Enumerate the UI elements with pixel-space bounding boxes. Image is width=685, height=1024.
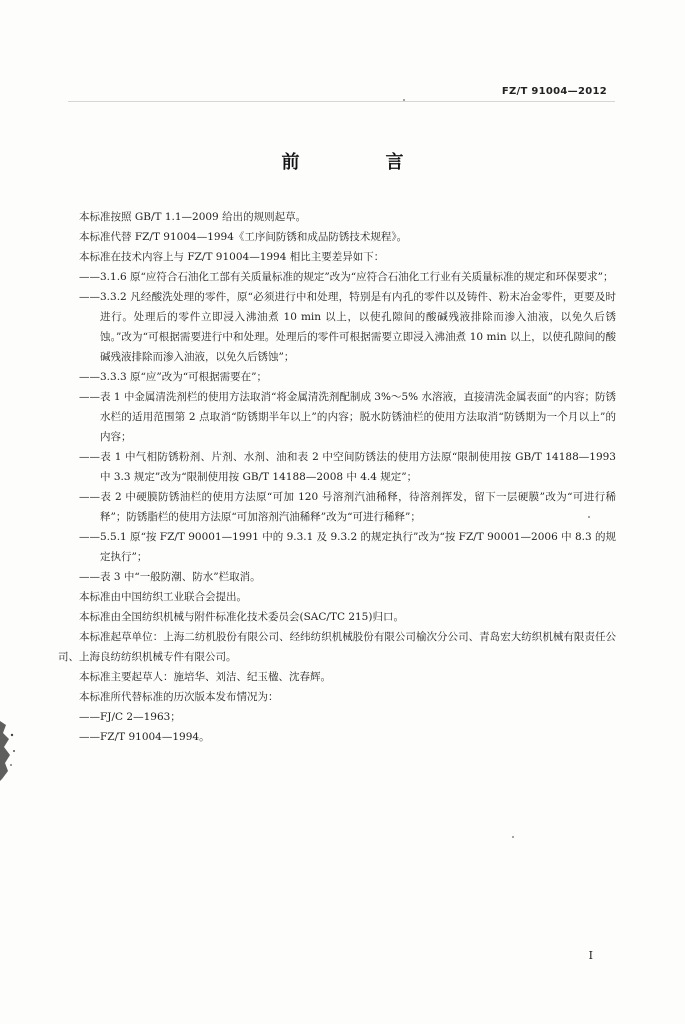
list-item-difference: ——5.5.1 原“按 FZ/T 90001—1991 中的 9.3.1 及 9.3.2 的规定执行”改为“按 FZ/T 90001—2006 中 8.3 的规定执行”；	[79, 531, 616, 563]
scan-speck	[403, 99, 405, 101]
paragraph-drafting-units: 本标准起草单位：上海二纺机股份有限公司、经纬纺织机械股份有限公司榆次分公司、青岛宏大纺织机械有限责任公司、上海良纺纺织机械专件有限公司。	[58, 631, 616, 663]
list-item-difference: ——3.3.2 凡经酸洗处理的零件，原“必须进行中和处理，特别是有内孔的零件以及铸件、粉末冶金零件，更要及时进行。处理后的零件立即浸入沸油煮 10 min 以上，以使孔隙间的酸碱残液排除而渗入油液，以免久后锈蚀。”改为“可根据需要进行中和处理。处理后的零件可根据需要立即浸入沸油煮 10 min 以上，以使孔隙间的酸碱残液排除而渗入油液，以免久后锈蚀”；	[79, 291, 616, 363]
paragraph-drafters: 本标准主要起草人：施培华、刘洁、纪玉楹、沈春辉。	[79, 671, 331, 683]
paragraph-differences-intro: 本标准在技术内容上与 FZ/T 91004—1994 相比主要差异如下：	[79, 251, 385, 263]
page-title: 前 言	[281, 152, 438, 173]
scan-speck	[588, 516, 590, 518]
standard-code: FZ/T 91004—2012	[501, 86, 607, 97]
header-rule	[68, 101, 615, 102]
paragraph-history-intro: 本标准所代替标准的历次版本发布情况为：	[79, 691, 279, 703]
list-item-difference: ——表 1 中金属清洗剂栏的使用方法取消“将金属清洗剂配制成 3%～5% 水溶液，直接清洗金属表面”的内容；防锈水栏的适用范围第 2 点取消“防锈期半年以上”的内容；脱水防锈油栏的使用方法取消“防锈期为一个月以上”的内容；	[79, 391, 616, 443]
list-item-difference: ——表 3 中“一般防潮、防水”栏取消。	[79, 571, 261, 583]
paragraph-drafting-rule: 本标准按照 GB/T 1.1—2009 给出的规则起草。	[79, 211, 307, 223]
paragraph-committee: 本标准由全国纺织机械与附件标准化技术委员会(SAC/TC 215)归口。	[79, 611, 404, 623]
list-item-difference: ——3.3.3 原“应”改为“可根据需要在”；	[79, 371, 268, 383]
paragraph-proposer: 本标准由中国纺织工业联合会提出。	[79, 591, 247, 603]
paragraph-replaces: 本标准代替 FZ/T 91004—1994《工序间防锈和成品防锈技术规程》。	[79, 231, 408, 243]
list-item-difference: ——3.1.6 原“应符合石油化工部有关质量标准的规定”改为“应符合石油化工行业有关质量标准的规定和环保要求”；	[79, 271, 614, 283]
list-item-history: ——FJ/C 2—1963；	[79, 711, 181, 723]
list-item-difference: ——表 2 中硬膜防锈油栏的使用方法原“可加 120 号溶剂汽油稀释，待溶剂挥发，留下一层硬膜”改为“可进行稀释”；防锈脂栏的使用方法原“可加溶剂汽油稀释”改为“可进行稀释”；	[79, 491, 616, 523]
scan-artifact	[0, 715, 18, 785]
list-item-difference: ——表 1 中气相防锈粉剂、片剂、水剂、油和表 2 中空间防锈法的使用方法原“限制使用按 GB/T 14188—1993 中 3.3 规定”改为“限制使用按 GB/T 14188—2008 中 4.4 规定”；	[79, 451, 616, 483]
list-item-history: ——FZ/T 91004—1994。	[79, 731, 210, 743]
page-number: I	[588, 949, 593, 962]
foreword-body	[58, 207, 616, 747]
scan-speck	[512, 836, 514, 838]
